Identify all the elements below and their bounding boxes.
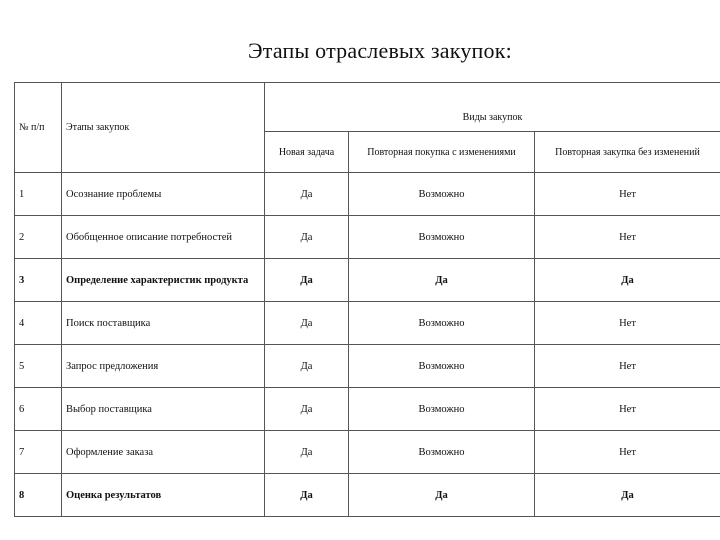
header-kind-unchanged: Повторная закупка без изменений: [535, 132, 720, 173]
row-stage: Поиск поставщика: [62, 302, 265, 345]
row-straight-rebuy: Да: [535, 259, 720, 302]
header-num: № п/п: [15, 83, 62, 173]
procurement-stages-table: [14, 82, 720, 517]
table-row: [15, 216, 720, 259]
row-straight-rebuy: Да: [535, 474, 720, 517]
row-modified-rebuy: Возможно: [349, 345, 535, 388]
header-kinds: Виды закупок: [265, 83, 720, 132]
row-num: 1: [15, 173, 62, 216]
row-new-task: Да: [265, 259, 349, 302]
row-straight-rebuy: Нет: [535, 302, 720, 345]
row-straight-rebuy: Нет: [535, 216, 720, 259]
row-stage: Обобщенное описание потребностей: [62, 216, 265, 259]
row-num: 3: [15, 259, 62, 302]
row-modified-rebuy: Да: [349, 474, 535, 517]
row-modified-rebuy: Да: [349, 259, 535, 302]
row-straight-rebuy: Нет: [535, 345, 720, 388]
row-new-task: Да: [265, 216, 349, 259]
row-new-task: Да: [265, 173, 349, 216]
row-stage: Выбор поставщика: [62, 388, 265, 431]
row-new-task: Да: [265, 388, 349, 431]
row-modified-rebuy: Возможно: [349, 173, 535, 216]
row-modified-rebuy: Возможно: [349, 388, 535, 431]
row-modified-rebuy: Возможно: [349, 431, 535, 474]
row-straight-rebuy: Нет: [535, 388, 720, 431]
row-new-task: Да: [265, 474, 349, 517]
row-num: 2: [15, 216, 62, 259]
row-straight-rebuy: Нет: [535, 431, 720, 474]
row-stage: Оформление заказа: [62, 431, 265, 474]
table-row: [15, 388, 720, 431]
row-num: 5: [15, 345, 62, 388]
table-row: [15, 345, 720, 388]
row-num: 4: [15, 302, 62, 345]
row-new-task: Да: [265, 431, 349, 474]
row-num: 6: [15, 388, 62, 431]
row-stage: Оценка результатов: [62, 474, 265, 517]
row-stage: Определение характеристик продукта: [62, 259, 265, 302]
header-kind-modified: Повторная покупка с изменениями: [349, 132, 535, 173]
row-modified-rebuy: Возможно: [349, 302, 535, 345]
table-row: [15, 302, 720, 345]
row-num: 7: [15, 431, 62, 474]
table-row: [15, 259, 720, 302]
header-kind-new: Новая задача: [265, 132, 349, 173]
row-new-task: Да: [265, 345, 349, 388]
row-stage: Осознание проблемы: [62, 173, 265, 216]
table-row: [15, 474, 720, 517]
header-row-kinds: [15, 83, 720, 132]
row-new-task: Да: [265, 302, 349, 345]
row-modified-rebuy: Возможно: [349, 216, 535, 259]
header-stages: Этапы закупок: [62, 83, 265, 173]
row-num: 8: [15, 474, 62, 517]
row-straight-rebuy: Нет: [535, 173, 720, 216]
table-row: [15, 431, 720, 474]
row-stage: Запрос предложения: [62, 345, 265, 388]
page-title: Этапы отраслевых закупок:: [248, 38, 512, 63]
table-row: [15, 173, 720, 216]
